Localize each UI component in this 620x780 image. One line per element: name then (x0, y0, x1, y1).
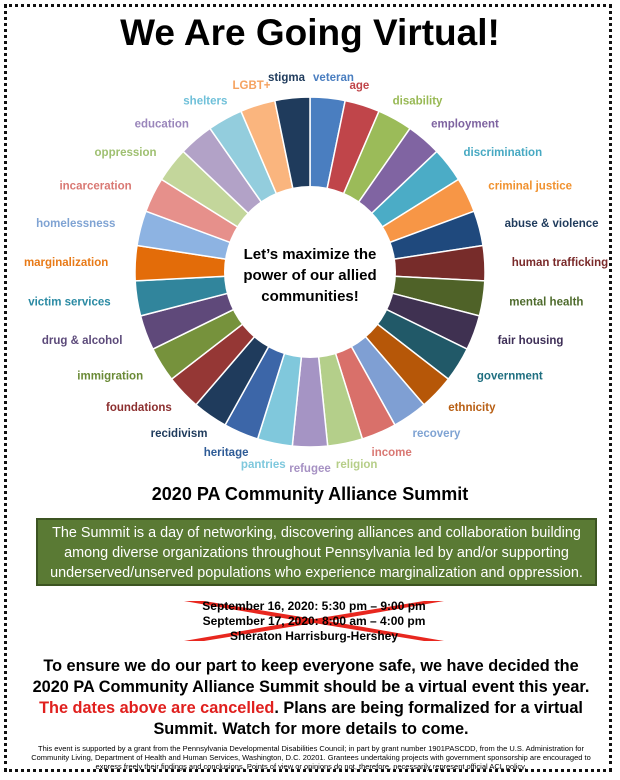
wheel-label: refugee (289, 463, 331, 475)
wheel-label: religion (335, 459, 378, 471)
wheel-label: fair housing (497, 335, 564, 348)
venue-line: Sheraton Harrisburg-Hershey (229, 629, 399, 643)
notice-part-2: . Plans are being formalized for a virtual Summit. Watch for more details to come. (153, 699, 583, 738)
wheel-label: income (371, 447, 412, 460)
funding-footnote: This event is supported by a grant from the Pennsylvania Developmental Disabilities Council; in part by grant number 1901PASCDD, from the U.S. Administration for Community Living, Department of Health and Human Services, Washington, D.C. 20201. Grantees undertaking projects with government sponsorship are encouraged to express freely their findings and conclusions. Points of view or opinions do not, therefore, necessarily represent official ACL policy. (31, 744, 591, 771)
wheel-label: incarceration (59, 180, 132, 193)
wheel-label: government (476, 370, 543, 383)
wheel-label: victim services (28, 296, 111, 309)
cancelled-notice: The dates above are cancelled (39, 699, 275, 717)
wheel-label: stigma (267, 72, 306, 84)
date-line-1: September 16, 2020: 5:30 pm – 9:00 pm (202, 599, 426, 613)
wheel-label: heritage (203, 447, 249, 460)
wheel-label: shelters (183, 95, 228, 108)
wheel-label: marginalization (23, 257, 109, 270)
virtual-notice (28, 656, 594, 740)
wheel-label: recovery (412, 427, 461, 440)
wheel-label: criminal justice (488, 180, 573, 193)
summit-description: The Summit is a day of networking, discovering alliances and collaboration building among diverse organizations throughout Pennsylvania led by and/or supporting underserved/unserved populations who experience marginalization and oppression. (50, 525, 583, 581)
notice-part-1: To ensure we do our part to keep everyone safe, we have decided the 2020 PA Community Alliance Summit should be a virtual event this year. (32, 657, 590, 696)
wheel-label: age (349, 80, 370, 92)
wheel-label: mental health (509, 296, 584, 309)
wheel-label: veteran (313, 72, 354, 84)
wheel-label: homelessness (36, 217, 116, 230)
wheel-label: ethnicity (448, 402, 496, 414)
wheel-center-message: Let’s maximize the power of our allied communities! (243, 246, 377, 305)
wheel-label: foundations (106, 402, 172, 414)
wheel-label: immigration (77, 370, 144, 383)
summit-description-box (36, 518, 597, 586)
wheel-label: abuse & violence (504, 217, 599, 230)
date-line-2: September 17, 2020: 8:00 am – 4:00 pm (202, 614, 426, 628)
cancelled-dates (180, 595, 448, 647)
wheel-label: recidivism (150, 427, 208, 440)
wheel-label: LGBT+ (232, 80, 271, 92)
wheel-label: human trafficking (511, 257, 609, 270)
wheel-label: employment (431, 118, 499, 131)
wheel-label: disability (392, 95, 443, 108)
summit-title: 2020 PA Community Alliance Summit (151, 484, 469, 504)
wheel-label: pantries (240, 459, 286, 471)
page-title: We Are Going Virtual! (120, 12, 500, 53)
wheel-label: discrimination (463, 147, 543, 159)
wheel-label: oppression (94, 147, 157, 159)
wheel-label: drug & alcohol (41, 335, 123, 348)
wheel-label: education (134, 118, 189, 131)
